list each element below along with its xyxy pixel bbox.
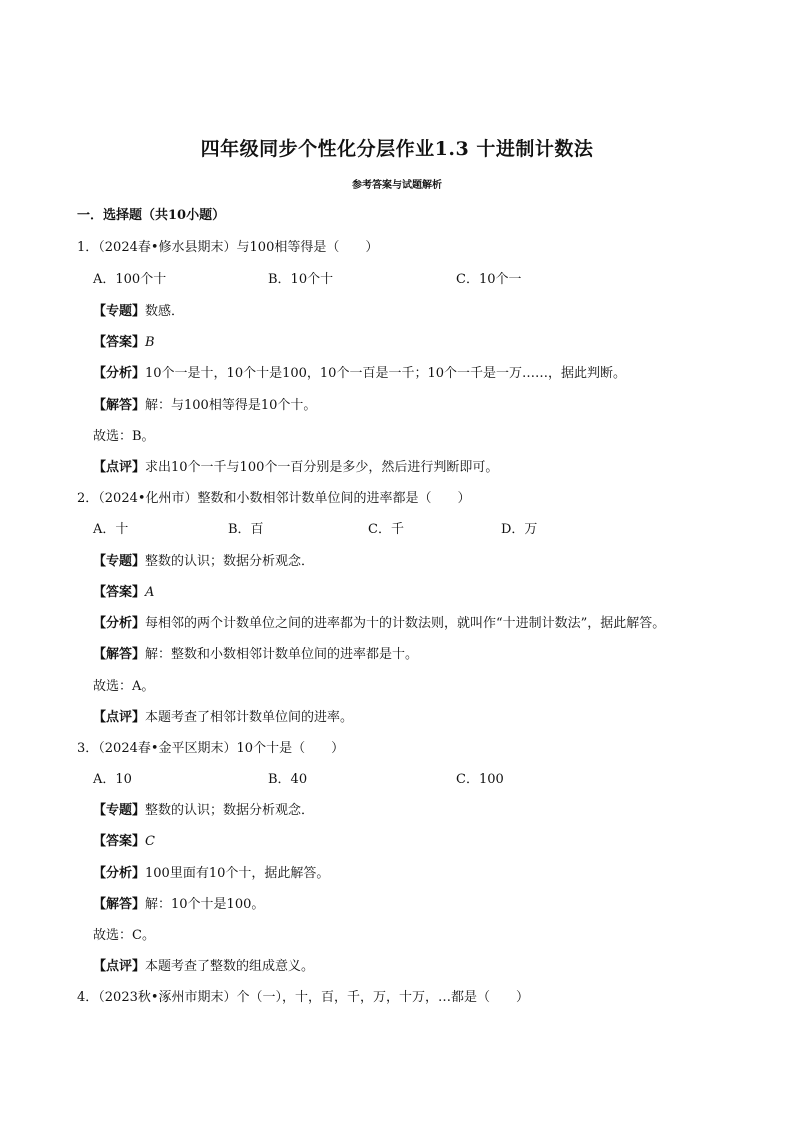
question-3-analysis	[93, 862, 329, 881]
comment-label: 【点评】	[93, 959, 146, 974]
question-3-solution	[93, 893, 264, 912]
question-2-stem: 2．（2024•化州市）整数和小数相邻计数单位间的进率都是（ ）	[77, 491, 471, 506]
comment-text: 求出10个一千与100个一百分别是多少，然后进行判断即可。	[145, 460, 499, 475]
answer-label: 【答案】	[93, 834, 146, 849]
question-1-stem: 1．（2024春•修水县期末）与100相等得是（ ）	[77, 240, 379, 255]
question-2-option-a: A．十	[93, 522, 129, 537]
question-2-answer	[93, 581, 154, 600]
solution-label: 【解答】	[93, 897, 146, 912]
analysis-text: 10个一是十，10个十是100，10个一百是一千；10个一千是一万……，据此判断。	[145, 366, 626, 381]
page-title: 四年级同步个性化分层作业1.3 十进制计数法	[200, 138, 594, 160]
analysis-label: 【分析】	[93, 866, 146, 881]
section-heading: 一．选择题（共10小题）	[77, 208, 226, 223]
answer-text: C	[145, 834, 155, 849]
comment-label: 【点评】	[93, 710, 146, 725]
question-3-topic	[93, 799, 314, 818]
question-3-option-a: A．10	[93, 772, 132, 787]
question-3-option-b: B．40	[268, 772, 308, 787]
question-2-option-b: B．百	[228, 522, 264, 537]
question-2-solution	[93, 643, 418, 662]
question-2-option-c: C．千	[368, 522, 404, 537]
solution-label: 【解答】	[93, 647, 146, 662]
answer-text: A	[145, 585, 155, 600]
question-3-answer	[93, 830, 155, 849]
analysis-label: 【分析】	[93, 366, 146, 381]
question-1-analysis	[93, 362, 626, 381]
solution-text: 解：与100相等得是10个十。	[145, 398, 317, 413]
solution-label: 【解答】	[93, 398, 146, 413]
page-subtitle: 参考答案与试题解析	[352, 180, 442, 191]
question-3-choice: 故选：C。	[93, 928, 155, 943]
question-1-answer	[93, 331, 155, 350]
topic-label: 【专题】	[93, 304, 146, 319]
comment-label: 【点评】	[93, 460, 146, 475]
question-1-option-a: A．100个十	[93, 272, 167, 287]
topic-label: 【专题】	[93, 803, 146, 818]
comment-text: 本题考查了整数的组成意义。	[145, 959, 315, 974]
question-2-analysis	[93, 612, 665, 631]
question-4-stem: 4．（2023秋•涿州市期末）个（一），十，百，千，万，十万，…都是（ ）	[77, 990, 530, 1005]
question-1-solution	[93, 394, 316, 413]
topic-text: 整数的认识；数据分析观念．	[145, 554, 315, 569]
question-2-comment	[93, 706, 353, 725]
question-3-stem: 3．（2024春•金平区期末）10个十是（ ）	[77, 741, 345, 756]
topic-text: 整数的认识；数据分析观念．	[145, 803, 315, 818]
answer-label: 【答案】	[93, 335, 146, 350]
solution-text: 解：10个十是100。	[145, 897, 265, 912]
answer-label: 【答案】	[93, 585, 146, 600]
question-2-option-d: D．万	[501, 522, 538, 537]
analysis-text: 每相邻的两个计数单位之间的进率都为十的计数法则，就叫作“十进制计数法”，据此解答。	[145, 616, 666, 631]
question-1-comment	[93, 456, 498, 475]
question-2-choice: 故选：A。	[93, 679, 155, 694]
question-1-option-c: C．10个一	[456, 272, 522, 287]
topic-label: 【专题】	[93, 554, 146, 569]
question-1-topic	[93, 300, 184, 319]
question-3-option-c: C．100	[456, 772, 504, 787]
question-1-choice: 故选：B。	[93, 429, 155, 444]
comment-text: 本题考查了相邻计数单位间的进率。	[145, 710, 354, 725]
question-3-comment	[93, 955, 314, 974]
analysis-label: 【分析】	[93, 616, 146, 631]
question-2-topic	[93, 550, 314, 569]
answer-text: B	[145, 335, 155, 350]
topic-text: 数感．	[145, 304, 185, 319]
analysis-text: 100里面有10个十，据此解答。	[145, 866, 330, 881]
question-1-option-b: B．10个十	[268, 272, 334, 287]
solution-text: 解：整数和小数相邻计数单位间的进率都是十。	[145, 647, 419, 662]
